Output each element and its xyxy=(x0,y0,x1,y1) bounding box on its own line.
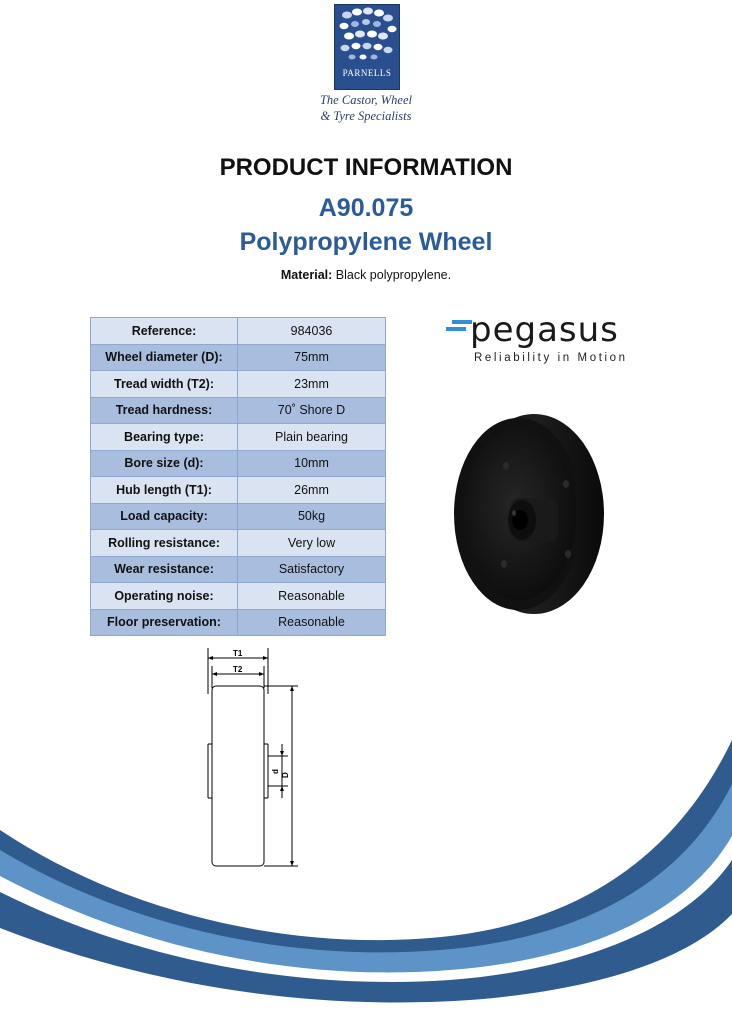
spec-label: Bearing type: xyxy=(91,424,238,451)
spec-value: Reasonable xyxy=(238,583,386,610)
pegasus-logo-name: pegasus xyxy=(470,310,619,350)
table-row xyxy=(91,450,386,477)
spec-label: Hub length (T1): xyxy=(91,477,238,504)
material-value: Black polypropylene. xyxy=(332,268,452,282)
spec-label: Wear resistance: xyxy=(91,556,238,583)
spec-value: 70˚ Shore D xyxy=(238,397,386,424)
spec-label: Tread hardness: xyxy=(91,397,238,424)
table-row xyxy=(91,609,386,636)
spec-value: 984036 xyxy=(238,318,386,345)
spec-label: Bore size (d): xyxy=(91,450,238,477)
spec-value: 50kg xyxy=(238,503,386,530)
spec-label: Load capacity: xyxy=(91,503,238,530)
spec-table xyxy=(90,317,386,636)
table-row xyxy=(91,477,386,504)
spec-label: Floor preservation: xyxy=(91,609,238,636)
spec-label: Wheel diameter (D): xyxy=(91,344,238,371)
table-row xyxy=(91,344,386,371)
spec-value: 26mm xyxy=(238,477,386,504)
table-row xyxy=(91,530,386,557)
product-code: A90.075 xyxy=(318,194,414,222)
pegasus-speed-lines-icon xyxy=(446,318,472,336)
t2-label: T2 xyxy=(233,665,243,674)
tagline-line-1: The Castor, Wheel xyxy=(319,93,412,107)
brand-tagline xyxy=(300,92,432,124)
spec-value: 23mm xyxy=(238,371,386,398)
table-row xyxy=(91,503,386,530)
decorative-waves xyxy=(0,700,732,1024)
spec-value: Very low xyxy=(238,530,386,557)
spec-value: 75mm xyxy=(238,344,386,371)
tagline-line-2: & Tyre Specialists xyxy=(320,109,412,123)
spec-label: Tread width (T2): xyxy=(91,371,238,398)
spec-value: Reasonable xyxy=(238,609,386,636)
table-row xyxy=(91,397,386,424)
t1-label: T1 xyxy=(233,649,243,658)
material-line xyxy=(0,268,732,282)
logo-name: PARNELLS xyxy=(342,68,392,78)
table-row xyxy=(91,424,386,451)
product-name: Polypropylene Wheel xyxy=(239,228,493,256)
table-row xyxy=(91,318,386,345)
logo-pebbles-icon xyxy=(335,5,399,69)
spec-label: Operating noise: xyxy=(91,583,238,610)
d-large-label: D xyxy=(281,772,290,778)
table-row xyxy=(91,556,386,583)
table-row xyxy=(91,583,386,610)
spec-value: Satisfactory xyxy=(238,556,386,583)
material-label: Material: xyxy=(280,268,333,282)
spec-value: 10mm xyxy=(238,450,386,477)
wheel-photo xyxy=(446,414,606,618)
spec-label: Rolling resistance: xyxy=(91,530,238,557)
spec-label: Reference: xyxy=(91,318,238,345)
page-heading: PRODUCT INFORMATION xyxy=(219,154,513,181)
table-row xyxy=(91,371,386,398)
d-small-label: d xyxy=(271,769,280,774)
spec-value: Plain bearing xyxy=(238,424,386,451)
pegasus-slogan: Reliability in Motion xyxy=(474,352,628,364)
